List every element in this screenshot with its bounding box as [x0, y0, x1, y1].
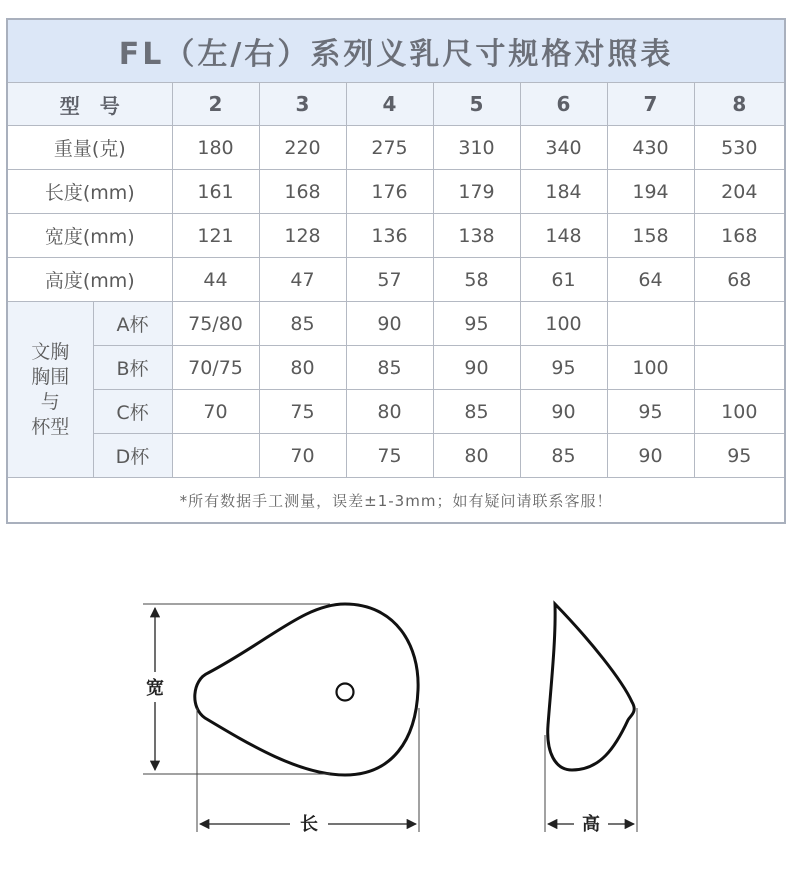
table-cell: 204 — [694, 170, 785, 214]
table-cell: 58 — [433, 258, 520, 302]
title-row — [7, 19, 785, 83]
size-header: 3 — [259, 83, 346, 126]
table-cell: 75/80 — [172, 302, 259, 346]
table-cell: 168 — [694, 214, 785, 258]
table-cell: 121 — [172, 214, 259, 258]
table-cell: 180 — [172, 126, 259, 170]
cup-label: C杯 — [93, 390, 172, 434]
table-cell: 128 — [259, 214, 346, 258]
cup-label: B杯 — [93, 346, 172, 390]
table-cell — [607, 302, 694, 346]
measurement-note: *所有数据手工测量，误差±1-3mm；如有疑问请联系客服！ — [7, 478, 785, 524]
table-cell: 64 — [607, 258, 694, 302]
row-label: 重量(克) — [7, 126, 172, 170]
table-cell: 85 — [520, 434, 607, 478]
header-row — [7, 83, 785, 126]
table-cell: 75 — [259, 390, 346, 434]
table-cell: 90 — [520, 390, 607, 434]
length-label: 长 — [300, 814, 318, 835]
dimension-diagram — [0, 580, 790, 860]
size-header: 8 — [694, 83, 785, 126]
prosthesis-side-outline — [548, 604, 634, 770]
height-row — [7, 258, 785, 302]
width-label: 宽 — [146, 678, 164, 699]
row-label: 高度(mm) — [7, 258, 172, 302]
weight-row — [7, 126, 785, 170]
table-cell: 138 — [433, 214, 520, 258]
table-cell: 70 — [259, 434, 346, 478]
table-cell: 220 — [259, 126, 346, 170]
table-cell: 158 — [607, 214, 694, 258]
table-cell: 70/75 — [172, 346, 259, 390]
row-label: 宽度(mm) — [7, 214, 172, 258]
table-cell: 100 — [694, 390, 785, 434]
table-cell: 100 — [520, 302, 607, 346]
height-label: 高 — [582, 814, 600, 835]
cup-a-row — [7, 302, 785, 346]
table-cell: 90 — [433, 346, 520, 390]
table-cell: 179 — [433, 170, 520, 214]
table-cell: 61 — [520, 258, 607, 302]
table-cell: 184 — [520, 170, 607, 214]
table-cell: 85 — [433, 390, 520, 434]
cup-b-row — [7, 346, 785, 390]
cup-label: A杯 — [93, 302, 172, 346]
table-cell: 168 — [259, 170, 346, 214]
nipple-marker — [337, 684, 354, 701]
table-cell: 68 — [694, 258, 785, 302]
table-cell: 85 — [259, 302, 346, 346]
row-label: 长度(mm) — [7, 170, 172, 214]
model-header: 型 号 — [7, 83, 172, 126]
table-cell: 75 — [346, 434, 433, 478]
table-cell — [172, 434, 259, 478]
table-cell: 310 — [433, 126, 520, 170]
table-cell: 136 — [346, 214, 433, 258]
size-header: 7 — [607, 83, 694, 126]
table-cell: 90 — [346, 302, 433, 346]
note-row — [7, 478, 785, 524]
table-cell: 70 — [172, 390, 259, 434]
table-cell: 148 — [520, 214, 607, 258]
table-cell — [694, 302, 785, 346]
table-cell: 95 — [433, 302, 520, 346]
size-chart-body — [7, 19, 785, 523]
cup-c-row — [7, 390, 785, 434]
table-cell: 161 — [172, 170, 259, 214]
table-cell: 80 — [259, 346, 346, 390]
table-cell: 275 — [346, 126, 433, 170]
table-cell: 47 — [259, 258, 346, 302]
table-cell: 194 — [607, 170, 694, 214]
table-cell: 90 — [607, 434, 694, 478]
table-cell — [694, 346, 785, 390]
group-label-line: 与 — [40, 390, 60, 413]
size-header: 4 — [346, 83, 433, 126]
table-cell: 85 — [346, 346, 433, 390]
cup-d-row — [7, 434, 785, 478]
table-cell: 100 — [607, 346, 694, 390]
table-cell: 530 — [694, 126, 785, 170]
group-label-line: 杯型 — [31, 415, 70, 438]
group-label-line: 胸围 — [31, 365, 70, 388]
group-label-line: 文胸 — [31, 340, 70, 363]
table-cell: 340 — [520, 126, 607, 170]
table-cell: 80 — [346, 390, 433, 434]
size-chart-table — [6, 18, 786, 524]
cup-label: D杯 — [93, 434, 172, 478]
table-cell: 80 — [433, 434, 520, 478]
table-cell: 176 — [346, 170, 433, 214]
table-cell: 95 — [694, 434, 785, 478]
size-header: 2 — [172, 83, 259, 126]
table-cell: 57 — [346, 258, 433, 302]
prosthesis-front-outline — [195, 604, 418, 775]
table-cell: 430 — [607, 126, 694, 170]
length-row — [7, 170, 785, 214]
size-header: 6 — [520, 83, 607, 126]
width-row — [7, 214, 785, 258]
table-cell: 95 — [520, 346, 607, 390]
page-title: FL（左/右）系列义乳尺寸规格对照表 — [7, 19, 785, 83]
size-header: 5 — [433, 83, 520, 126]
table-cell: 95 — [607, 390, 694, 434]
table-cell: 44 — [172, 258, 259, 302]
bra-cup-group-label — [7, 302, 93, 478]
